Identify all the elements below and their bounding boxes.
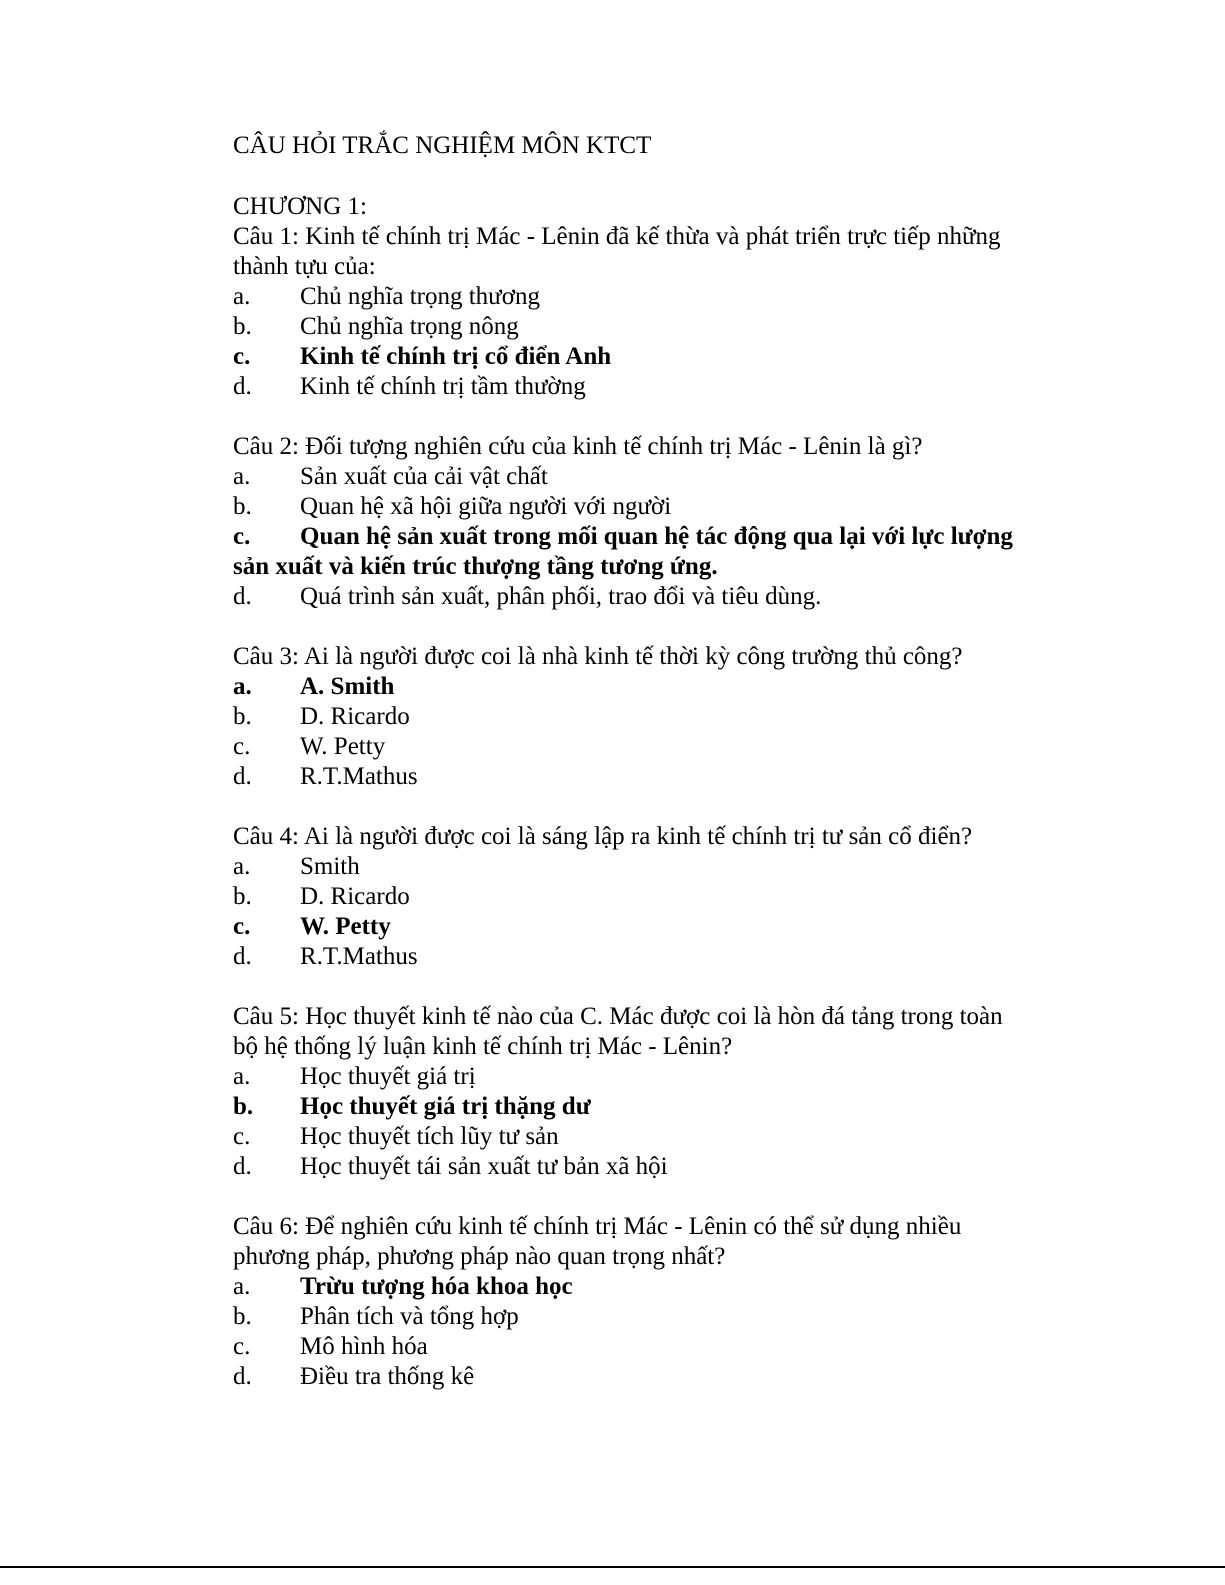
option-b bbox=[233, 882, 1023, 912]
option-text: Kinh tế chính trị tầm thường bbox=[300, 373, 586, 400]
option-text: Học thuyết tái sản xuất tư bản xã hội bbox=[300, 1153, 668, 1180]
option-text: D. Ricardo bbox=[300, 703, 410, 730]
question-3 bbox=[233, 642, 1023, 792]
option-letter: d. bbox=[233, 763, 252, 790]
option-letter: b. bbox=[233, 883, 252, 910]
option-text: Mô hình hóa bbox=[300, 1333, 428, 1360]
option-letter: b. bbox=[233, 703, 252, 730]
option-letter: a. bbox=[233, 673, 252, 700]
option-letter: d. bbox=[233, 943, 252, 970]
option-letter: d. bbox=[233, 583, 252, 610]
option-text: Chủ nghĩa trọng nông bbox=[300, 313, 519, 340]
option-letter: d. bbox=[233, 1363, 252, 1390]
option-text: Chủ nghĩa trọng thương bbox=[300, 283, 540, 310]
option-letter: a. bbox=[233, 1063, 251, 1090]
option-b-answer bbox=[233, 1092, 1023, 1122]
option-letter: a. bbox=[233, 1273, 251, 1300]
option-a bbox=[233, 1062, 1023, 1092]
option-text: Học thuyết giá trị bbox=[300, 1063, 476, 1090]
question-5 bbox=[233, 1002, 1023, 1182]
question-4 bbox=[233, 822, 1023, 972]
question-stem: Câu 4: Ai là người được coi là sáng lập ra kinh tế chính trị tư sản cổ điển? bbox=[233, 823, 973, 850]
option-letter: b. bbox=[233, 1303, 252, 1330]
option-text: Smith bbox=[300, 853, 360, 880]
option-letter: c. bbox=[233, 1123, 251, 1150]
option-c bbox=[233, 1332, 1023, 1362]
option-d bbox=[233, 762, 1023, 792]
option-text: Học thuyết tích lũy tư sản bbox=[300, 1123, 559, 1150]
option-text: R.T.Mathus bbox=[300, 943, 418, 970]
document-body bbox=[233, 131, 1023, 1422]
question-6 bbox=[233, 1212, 1023, 1392]
option-d bbox=[233, 372, 1023, 402]
option-letter: c. bbox=[233, 1333, 251, 1360]
document-title: CÂU HỎI TRẮC NGHIỆM MÔN KTCT bbox=[233, 132, 652, 159]
option-d bbox=[233, 942, 1023, 972]
option-a-answer bbox=[233, 672, 1023, 702]
option-text: Sản xuất của cải vật chất bbox=[300, 463, 548, 490]
option-text: W. Petty bbox=[300, 913, 391, 940]
option-d bbox=[233, 1362, 1023, 1392]
option-text: D. Ricardo bbox=[300, 883, 410, 910]
option-text: R.T.Mathus bbox=[300, 763, 418, 790]
option-letter: d. bbox=[233, 1153, 252, 1180]
option-c bbox=[233, 732, 1023, 762]
option-b bbox=[233, 1302, 1023, 1332]
option-text: Quan hệ xã hội giữa người với người bbox=[300, 493, 672, 520]
question-stem: Câu 2: Đối tượng nghiên cứu của kinh tế chính trị Mác - Lênin là gì? bbox=[233, 433, 923, 460]
question-stem: Câu 1: Kinh tế chính trị Mác - Lênin đã kế thừa và phát triển trực tiếp những thành tựu của: bbox=[233, 223, 1001, 280]
option-letter: a. bbox=[233, 853, 251, 880]
option-text: Phân tích và tổng hợp bbox=[300, 1303, 519, 1330]
option-letter: b. bbox=[233, 493, 252, 520]
option-text: W. Petty bbox=[300, 733, 386, 760]
option-a bbox=[233, 462, 1023, 492]
option-c-answer bbox=[233, 342, 1023, 372]
page-bottom-rule bbox=[0, 1566, 1225, 1568]
question-2 bbox=[233, 432, 1023, 612]
option-text: Kinh tế chính trị cổ điển Anh bbox=[300, 343, 612, 370]
option-letter: c. bbox=[233, 343, 251, 370]
option-letter: b. bbox=[233, 313, 252, 340]
option-c-answer bbox=[233, 522, 1023, 582]
option-letter: a. bbox=[233, 463, 251, 490]
question-1 bbox=[233, 222, 1023, 402]
option-letter: c. bbox=[233, 733, 251, 760]
option-letter: b. bbox=[233, 1093, 254, 1120]
option-text: Quá trình sản xuất, phân phối, trao đổi và tiêu dùng. bbox=[300, 583, 822, 610]
option-a bbox=[233, 852, 1023, 882]
option-text: Quan hệ sản xuất trong mối quan hệ tác động qua lại với lực lượng sản xuất và kiến trúc thượng tầng tương ứng. bbox=[233, 523, 1013, 580]
option-text: Học thuyết giá trị thặng dư bbox=[300, 1093, 591, 1120]
option-letter: a. bbox=[233, 283, 251, 310]
chapter-heading: CHƯƠNG 1: bbox=[233, 193, 367, 220]
option-text: A. Smith bbox=[300, 673, 395, 700]
option-letter: c. bbox=[233, 913, 251, 940]
option-letter: c. bbox=[233, 523, 251, 550]
question-stem: Câu 3: Ai là người được coi là nhà kinh tế thời kỳ công trường thủ công? bbox=[233, 643, 963, 670]
option-a-answer bbox=[233, 1272, 1023, 1302]
option-text: Điều tra thống kê bbox=[300, 1363, 475, 1390]
question-stem: Câu 6: Để nghiên cứu kinh tế chính trị Mác - Lênin có thể sử dụng nhiều phương pháp, phương pháp nào quan trọng nhất? bbox=[233, 1213, 962, 1270]
option-c-answer bbox=[233, 912, 1023, 942]
option-b bbox=[233, 702, 1023, 732]
option-a bbox=[233, 282, 1023, 312]
option-b bbox=[233, 492, 1023, 522]
option-letter: d. bbox=[233, 373, 252, 400]
option-c bbox=[233, 1122, 1023, 1152]
option-b bbox=[233, 312, 1023, 342]
question-stem: Câu 5: Học thuyết kinh tế nào của C. Mác được coi là hòn đá tảng trong toàn bộ hệ thống lý luận kinh tế chính trị Mác - Lênin? bbox=[233, 1003, 1003, 1060]
option-d bbox=[233, 1152, 1023, 1182]
option-text: Trừu tượng hóa khoa học bbox=[300, 1273, 573, 1300]
option-d bbox=[233, 582, 1023, 612]
